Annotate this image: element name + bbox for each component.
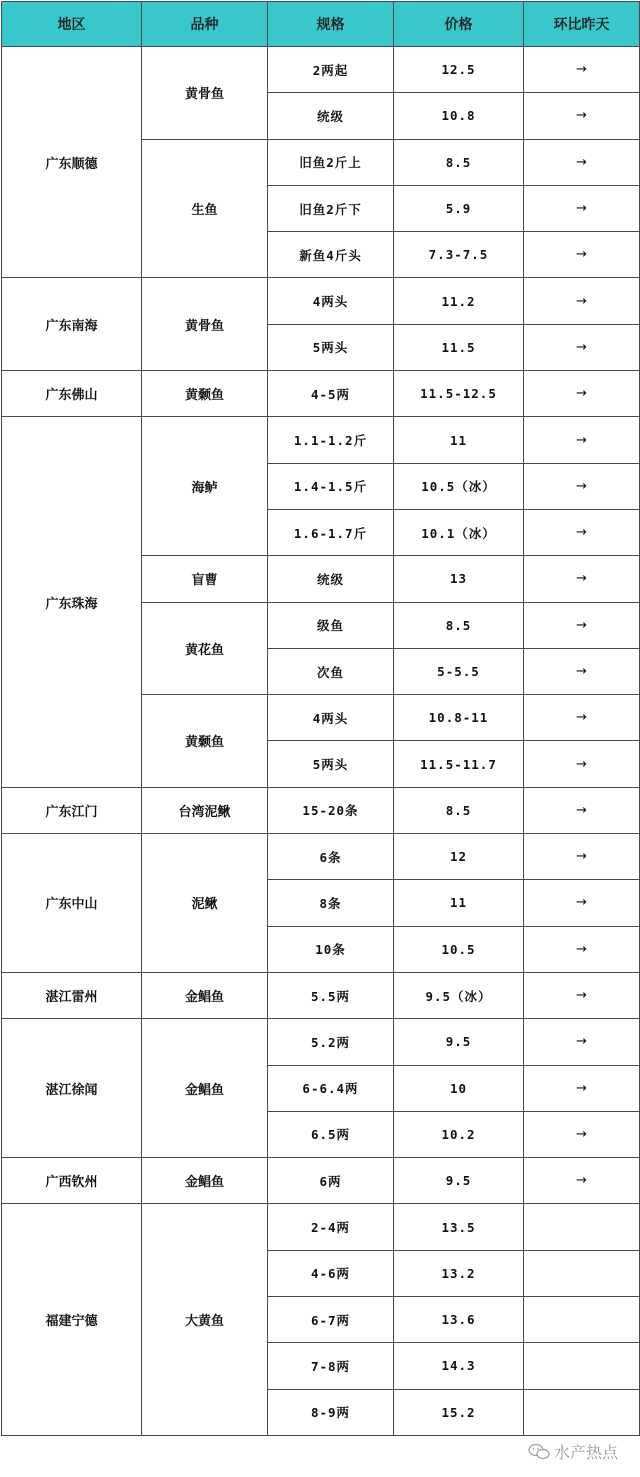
- spec-cell: 2-4两: [268, 1204, 394, 1250]
- spec-cell: 6两: [268, 1158, 394, 1204]
- spec-cell: 旧鱼2斤上: [268, 139, 394, 185]
- arrow-icon: →: [524, 648, 640, 694]
- spec-cell: 5.2两: [268, 1019, 394, 1065]
- arrow-icon: →: [524, 185, 640, 231]
- species-cell: 金鲳鱼: [142, 972, 268, 1018]
- change-cell: [524, 1204, 640, 1250]
- header-change: 环比昨天: [524, 2, 640, 47]
- region-cell: 广东南海: [2, 278, 142, 371]
- spec-cell: 1.6-1.7斤: [268, 509, 394, 555]
- arrow-icon: →: [524, 1065, 640, 1111]
- price-cell: 9.5: [394, 1019, 524, 1065]
- price-cell: 5.9: [394, 185, 524, 231]
- change-cell: [524, 1343, 640, 1389]
- price-cell: 14.3: [394, 1343, 524, 1389]
- arrow-icon: →: [524, 47, 640, 93]
- table-body: [2, 47, 640, 1436]
- chat-bubble-icon: [528, 1443, 550, 1461]
- header-region: 地区: [2, 2, 142, 47]
- species-cell: 黄骨鱼: [142, 278, 268, 371]
- spec-cell: 统级: [268, 556, 394, 602]
- spec-cell: 4-5两: [268, 371, 394, 417]
- arrow-icon: →: [524, 509, 640, 555]
- spec-cell: 5两头: [268, 324, 394, 370]
- table-row: [2, 1204, 640, 1250]
- spec-cell: 旧鱼2斤下: [268, 185, 394, 231]
- species-cell: 大黄鱼: [142, 1204, 268, 1435]
- table-row: [2, 787, 640, 833]
- price-cell: 11.5-12.5: [394, 371, 524, 417]
- price-cell: 12: [394, 834, 524, 880]
- price-cell: 8.5: [394, 787, 524, 833]
- price-cell: 10.5: [394, 926, 524, 972]
- watermark: [528, 1440, 618, 1463]
- region-cell: 湛江雷州: [2, 972, 142, 1018]
- spec-cell: 6-6.4两: [268, 1065, 394, 1111]
- change-cell: [524, 1250, 640, 1296]
- spec-cell: 4-6两: [268, 1250, 394, 1296]
- species-cell: 黄骨鱼: [142, 47, 268, 140]
- price-cell: 11.5-11.7: [394, 741, 524, 787]
- arrow-icon: →: [524, 926, 640, 972]
- arrow-icon: →: [524, 417, 640, 463]
- arrow-icon: →: [524, 93, 640, 139]
- price-cell: 10: [394, 1065, 524, 1111]
- region-cell: 广东顺德: [2, 47, 142, 278]
- spec-cell: 4两头: [268, 695, 394, 741]
- header-row: [2, 2, 640, 47]
- price-cell: 13.2: [394, 1250, 524, 1296]
- price-cell: 11.2: [394, 278, 524, 324]
- spec-cell: 8条: [268, 880, 394, 926]
- arrow-icon: →: [524, 602, 640, 648]
- spec-cell: 级鱼: [268, 602, 394, 648]
- spec-cell: 统级: [268, 93, 394, 139]
- price-cell: 13: [394, 556, 524, 602]
- spec-cell: 10条: [268, 926, 394, 972]
- spec-cell: 6.5两: [268, 1111, 394, 1157]
- arrow-icon: →: [524, 278, 640, 324]
- price-cell: 12.5: [394, 47, 524, 93]
- arrow-icon: →: [524, 1111, 640, 1157]
- arrow-icon: →: [524, 556, 640, 602]
- arrow-icon: →: [524, 972, 640, 1018]
- header-price: 价格: [394, 2, 524, 47]
- arrow-icon: →: [524, 741, 640, 787]
- price-cell: 10.8: [394, 93, 524, 139]
- species-cell: 盲曹: [142, 556, 268, 602]
- watermark-text: 水产热点: [553, 1443, 618, 1462]
- header-spec: 规格: [268, 2, 394, 47]
- table-row: [2, 834, 640, 880]
- region-cell: 广东珠海: [2, 417, 142, 787]
- spec-cell: 6条: [268, 834, 394, 880]
- price-cell: 10.8-11: [394, 695, 524, 741]
- spec-cell: 7-8两: [268, 1343, 394, 1389]
- species-cell: 生鱼: [142, 139, 268, 278]
- arrow-icon: →: [524, 1019, 640, 1065]
- region-cell: 广东中山: [2, 834, 142, 973]
- price-cell: 10.5（冰）: [394, 463, 524, 509]
- price-cell: 13.6: [394, 1297, 524, 1343]
- spec-cell: 1.1-1.2斤: [268, 417, 394, 463]
- price-cell: 11.5: [394, 324, 524, 370]
- spec-cell: 5.5两: [268, 972, 394, 1018]
- table-row: [2, 417, 640, 463]
- arrow-icon: →: [524, 1158, 640, 1204]
- table-row: [2, 371, 640, 417]
- spec-cell: 2两起: [268, 47, 394, 93]
- spec-cell: 4两头: [268, 278, 394, 324]
- spec-cell: 1.4-1.5斤: [268, 463, 394, 509]
- price-cell: 15.2: [394, 1389, 524, 1435]
- table-row: [2, 278, 640, 324]
- price-cell: 9.5: [394, 1158, 524, 1204]
- arrow-icon: →: [524, 787, 640, 833]
- price-cell: 11: [394, 880, 524, 926]
- table-row: [2, 972, 640, 1018]
- region-cell: 广东佛山: [2, 371, 142, 417]
- species-cell: 金鲳鱼: [142, 1158, 268, 1204]
- region-cell: 福建宁德: [2, 1204, 142, 1435]
- species-cell: 黄颡鱼: [142, 695, 268, 788]
- price-cell: 8.5: [394, 139, 524, 185]
- arrow-icon: →: [524, 139, 640, 185]
- price-cell: 5-5.5: [394, 648, 524, 694]
- spec-cell: 8-9两: [268, 1389, 394, 1435]
- species-cell: 金鲳鱼: [142, 1019, 268, 1158]
- species-cell: 海鲈: [142, 417, 268, 556]
- header-species: 品种: [142, 2, 268, 47]
- species-cell: 泥鳅: [142, 834, 268, 973]
- spec-cell: 5两头: [268, 741, 394, 787]
- price-cell: 11: [394, 417, 524, 463]
- species-cell: 黄花鱼: [142, 602, 268, 695]
- table-row: [2, 1158, 640, 1204]
- region-cell: 湛江徐闻: [2, 1019, 142, 1158]
- arrow-icon: →: [524, 880, 640, 926]
- price-cell: 10.2: [394, 1111, 524, 1157]
- table-row: [2, 1019, 640, 1065]
- arrow-icon: →: [524, 695, 640, 741]
- region-cell: 广东江门: [2, 787, 142, 833]
- spec-cell: 次鱼: [268, 648, 394, 694]
- arrow-icon: →: [524, 371, 640, 417]
- spec-cell: 6-7两: [268, 1297, 394, 1343]
- change-cell: [524, 1297, 640, 1343]
- price-cell: 10.1（冰）: [394, 509, 524, 555]
- arrow-icon: →: [524, 324, 640, 370]
- species-cell: 台湾泥鳅: [142, 787, 268, 833]
- spec-cell: 15-20条: [268, 787, 394, 833]
- arrow-icon: →: [524, 834, 640, 880]
- price-cell: 7.3-7.5: [394, 232, 524, 278]
- price-cell: 8.5: [394, 602, 524, 648]
- region-cell: 广西钦州: [2, 1158, 142, 1204]
- change-cell: [524, 1389, 640, 1435]
- price-table: [1, 1, 640, 1436]
- spec-cell: 新鱼4斤头: [268, 232, 394, 278]
- species-cell: 黄颡鱼: [142, 371, 268, 417]
- table-row: [2, 47, 640, 93]
- arrow-icon: →: [524, 232, 640, 278]
- arrow-icon: →: [524, 463, 640, 509]
- price-cell: 13.5: [394, 1204, 524, 1250]
- price-cell: 9.5（冰）: [394, 972, 524, 1018]
